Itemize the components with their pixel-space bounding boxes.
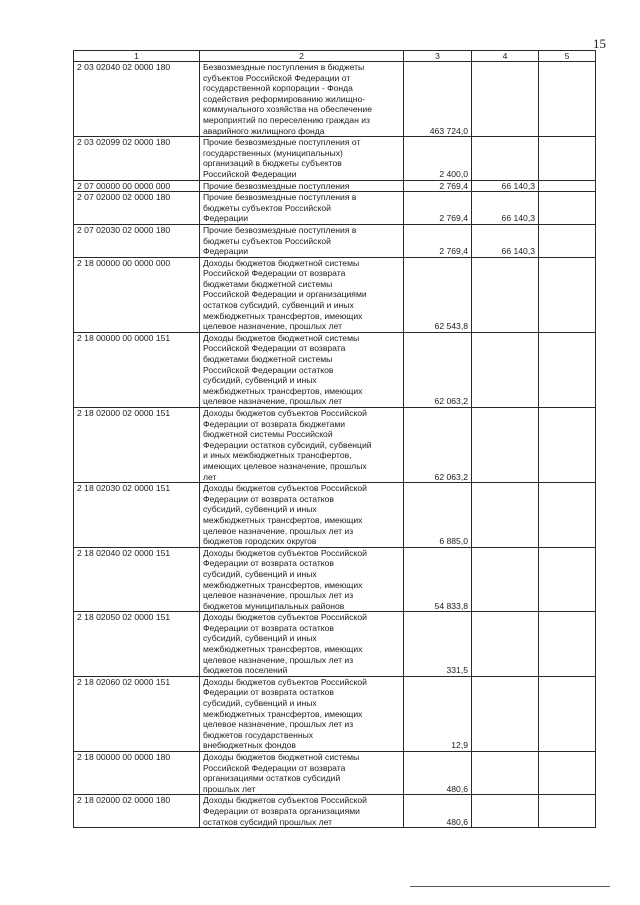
amount-col3: 2 769,4 <box>404 192 472 225</box>
description-line: Доходы бюджетов бюджетной системы <box>203 752 360 762</box>
description-line: Доходы бюджетов субъектов Российской <box>203 483 367 494</box>
description-line: Федерации от возврата организациями <box>203 805 360 816</box>
description-line: бюджетов государственных <box>203 729 314 740</box>
budget-code: 2 18 00000 00 0000 000 <box>74 257 200 332</box>
revenue-description <box>200 547 404 612</box>
revenue-description <box>200 257 404 332</box>
description-line: Федерации от возврата бюджетами <box>203 418 346 429</box>
budget-revenue-table <box>73 50 596 828</box>
budget-code: 2 18 00000 00 0000 180 <box>74 752 200 795</box>
amount-col3: 2 769,4 <box>404 180 472 192</box>
amount-col3: 62 543,8 <box>404 257 472 332</box>
description-line: Российской Федерации от возврата <box>203 343 346 354</box>
description-line: Российской Федерации от возврата <box>203 268 346 279</box>
table-row <box>74 224 596 257</box>
amount-col4 <box>472 257 539 332</box>
amount-col5 <box>539 332 596 407</box>
table-row <box>74 257 596 332</box>
description-line: Доходы бюджетов субъектов Российской <box>203 795 367 806</box>
description-line: внебюджетных фондов <box>203 740 296 751</box>
description-line: Прочие безвозмездные поступления <box>203 180 350 191</box>
col-header-4: 4 <box>472 51 539 62</box>
description-line: Прочие безвозмездные поступления в <box>203 224 357 235</box>
amount-col3: 480,6 <box>404 795 472 828</box>
budget-code: 2 07 00000 00 0000 000 <box>74 180 200 192</box>
col-header-2: 2 <box>200 51 404 62</box>
table-row <box>74 62 596 137</box>
description-line: межбюджетных трансфертов, имеющих <box>203 644 363 655</box>
revenue-description <box>200 224 404 257</box>
budget-code: 2 18 02030 02 0000 151 <box>74 483 200 548</box>
amount-col4 <box>472 137 539 180</box>
description-line: целевое назначение, прошлых лет из <box>203 590 354 601</box>
table-row <box>74 676 596 751</box>
amount-col3: 62 063,2 <box>404 408 472 483</box>
revenue-description <box>200 137 404 180</box>
budget-code: 2 07 02030 02 0000 180 <box>74 224 200 257</box>
description-line: бюджеты субъектов Российской <box>203 235 331 246</box>
table-row <box>74 137 596 180</box>
description-line: государственных (муниципальных) <box>203 147 343 158</box>
budget-code: 2 07 02000 02 0000 180 <box>74 192 200 225</box>
amount-col5 <box>539 408 596 483</box>
revenue-description <box>200 752 404 795</box>
amount-col5 <box>539 612 596 677</box>
description-line: Доходы бюджетов бюджетной системы <box>203 332 360 343</box>
description-line: субсидий, субвенций и иных <box>203 633 317 644</box>
description-line: межбюджетных трансфертов, имеющих <box>203 708 363 719</box>
amount-col5 <box>539 180 596 192</box>
description-line: имеющих целевое назначение, прошлых <box>203 460 367 471</box>
description-line: целевое назначение, прошлых лет из <box>203 525 354 536</box>
amount-col3: 331,5 <box>404 612 472 677</box>
table-row <box>74 483 596 548</box>
col-header-5: 5 <box>539 51 596 62</box>
revenue-description <box>200 795 404 828</box>
amount-col4 <box>472 62 539 137</box>
description-line: и иных межбюджетных трансфертов, <box>203 450 352 461</box>
amount-col4: 66 140,3 <box>472 192 539 225</box>
description-line: коммунального хозяйства на обеспечение <box>203 104 372 115</box>
description-line: межбюджетных трансфертов, имеющих <box>203 514 363 525</box>
description-line: Российской Федерации остатков <box>203 364 334 375</box>
table-row <box>74 332 596 407</box>
description-line: бюджетами бюджетной системы <box>203 278 333 289</box>
revenue-description <box>200 192 404 225</box>
col-header-1: 1 <box>74 51 200 62</box>
col-header-3: 3 <box>404 51 472 62</box>
amount-col3: 12,9 <box>404 676 472 751</box>
revenue-description <box>200 676 404 751</box>
amount-col3: 2 400,0 <box>404 137 472 180</box>
amount-col4 <box>472 332 539 407</box>
amount-col3: 463 724,0 <box>404 62 472 137</box>
amount-col4: 66 140,3 <box>472 180 539 192</box>
description-line: аварийного жилищного фонда <box>203 125 325 136</box>
table-row <box>74 547 596 612</box>
amount-col4: 66 140,3 <box>472 224 539 257</box>
description-line: Российской Федерации <box>203 168 297 179</box>
revenue-description <box>200 62 404 137</box>
description-line: целевое назначение, прошлых лет <box>203 396 343 407</box>
amount-col4 <box>472 676 539 751</box>
description-line: организациями остатков субсидий <box>203 773 341 784</box>
table-row <box>74 192 596 225</box>
budget-code: 2 03 02040 02 0000 180 <box>74 62 200 137</box>
amount-col3: 54 833,8 <box>404 547 472 612</box>
amount-col5 <box>539 547 596 612</box>
description-line: остатков субсидий прошлых лет <box>203 816 333 827</box>
description-line: бюджетов поселений <box>203 665 288 676</box>
description-line: Федерации остатков субсидий, субвенций <box>203 439 372 450</box>
description-line: межбюджетных трансфертов, имеющих <box>203 310 363 321</box>
description-line: бюджетов муниципальных районов <box>203 600 345 611</box>
budget-code: 2 18 00000 00 0000 151 <box>74 332 200 407</box>
description-line: мероприятий по переселению граждан из <box>203 114 370 125</box>
revenue-description <box>200 483 404 548</box>
amount-col4 <box>472 547 539 612</box>
description-line: целевое назначение, прошлых лет <box>203 321 343 332</box>
description-line: целевое назначение, прошлых лет из <box>203 719 354 730</box>
description-line: лет <box>203 471 217 482</box>
table-row <box>74 752 596 795</box>
budget-code: 2 03 02099 02 0000 180 <box>74 137 200 180</box>
budget-code: 2 18 02050 02 0000 151 <box>74 612 200 677</box>
description-line: бюджеты субъектов Российской <box>203 202 331 213</box>
table-row <box>74 795 596 828</box>
description-line: Российской Федерации от возврата <box>203 762 346 773</box>
amount-col3: 62 063,2 <box>404 332 472 407</box>
amount-col3: 2 769,4 <box>404 224 472 257</box>
description-line: субсидий, субвенций и иных <box>203 504 317 515</box>
page-number: 15 <box>593 36 606 51</box>
description-line: межбюджетных трансфертов, имеющих <box>203 579 363 590</box>
description-line: Доходы бюджетов субъектов Российской <box>203 676 367 687</box>
description-line: остатков субсидий, субвенций и иных <box>203 300 354 311</box>
description-line: бюджетной системы Российской <box>203 429 333 440</box>
amount-col4 <box>472 612 539 677</box>
amount-col5 <box>539 752 596 795</box>
description-line: Федерации <box>203 246 248 257</box>
description-line: межбюджетных трансфертов, имеющих <box>203 385 363 396</box>
description-line: Безвозмездные поступления в бюджеты <box>203 62 365 72</box>
description-line: прошлых лет <box>203 783 256 794</box>
amount-col4 <box>472 752 539 795</box>
budget-code: 2 18 02040 02 0000 151 <box>74 547 200 612</box>
header-row <box>74 51 596 62</box>
revenue-description <box>200 332 404 407</box>
table-row <box>74 180 596 192</box>
budget-code: 2 18 02060 02 0000 151 <box>74 676 200 751</box>
amount-col3: 6 885,0 <box>404 483 472 548</box>
description-line: Доходы бюджетов субъектов Российской <box>203 547 367 558</box>
amount-col4 <box>472 483 539 548</box>
description-line: Прочие безвозмездные поступления от <box>203 137 361 148</box>
amount-col5 <box>539 795 596 828</box>
description-line: субъектов Российской Федерации от <box>203 72 351 83</box>
description-line: Доходы бюджетов субъектов Российской <box>203 408 367 418</box>
amount-col5 <box>539 676 596 751</box>
description-line: целевое назначение, прошлых лет из <box>203 654 354 665</box>
description-line: Федерации от возврата остатков <box>203 687 334 698</box>
table-row <box>74 408 596 483</box>
description-line: Федерации от возврата остатков <box>203 493 334 504</box>
amount-col3: 480,6 <box>404 752 472 795</box>
description-line: бюджетов городских округов <box>203 536 317 547</box>
description-line: содействия реформированию жилищно- <box>203 93 366 104</box>
budget-code: 2 18 02000 02 0000 151 <box>74 408 200 483</box>
description-line: Федерации от возврата остатков <box>203 558 334 569</box>
description-line: Федерации <box>203 213 248 224</box>
description-line: Доходы бюджетов бюджетной системы <box>203 257 360 268</box>
amount-col4 <box>472 795 539 828</box>
amount-col5 <box>539 62 596 137</box>
amount-col5 <box>539 224 596 257</box>
description-line: государственной корпорации - Фонда <box>203 83 353 94</box>
bottom-rule <box>410 886 610 887</box>
amount-col5 <box>539 192 596 225</box>
revenue-description <box>200 180 404 192</box>
description-line: Федерации от возврата остатков <box>203 622 334 633</box>
revenue-description <box>200 612 404 677</box>
amount-col5 <box>539 483 596 548</box>
revenue-description <box>200 408 404 483</box>
description-line: бюджетами бюджетной системы <box>203 354 333 365</box>
description-line: субсидий, субвенций и иных <box>203 698 317 709</box>
description-line: Российской Федерации и организациями <box>203 289 367 300</box>
description-line: субсидий, субвенций и иных <box>203 375 317 386</box>
table-row <box>74 612 596 677</box>
amount-col5 <box>539 257 596 332</box>
description-line: Доходы бюджетов субъектов Российской <box>203 612 367 623</box>
description-line: Прочие безвозмездные поступления в <box>203 192 357 203</box>
amount-col5 <box>539 137 596 180</box>
budget-code: 2 18 02000 02 0000 180 <box>74 795 200 828</box>
description-line: субсидий, субвенций и иных <box>203 568 317 579</box>
amount-col4 <box>472 408 539 483</box>
description-line: организаций в бюджеты субъектов <box>203 158 342 169</box>
